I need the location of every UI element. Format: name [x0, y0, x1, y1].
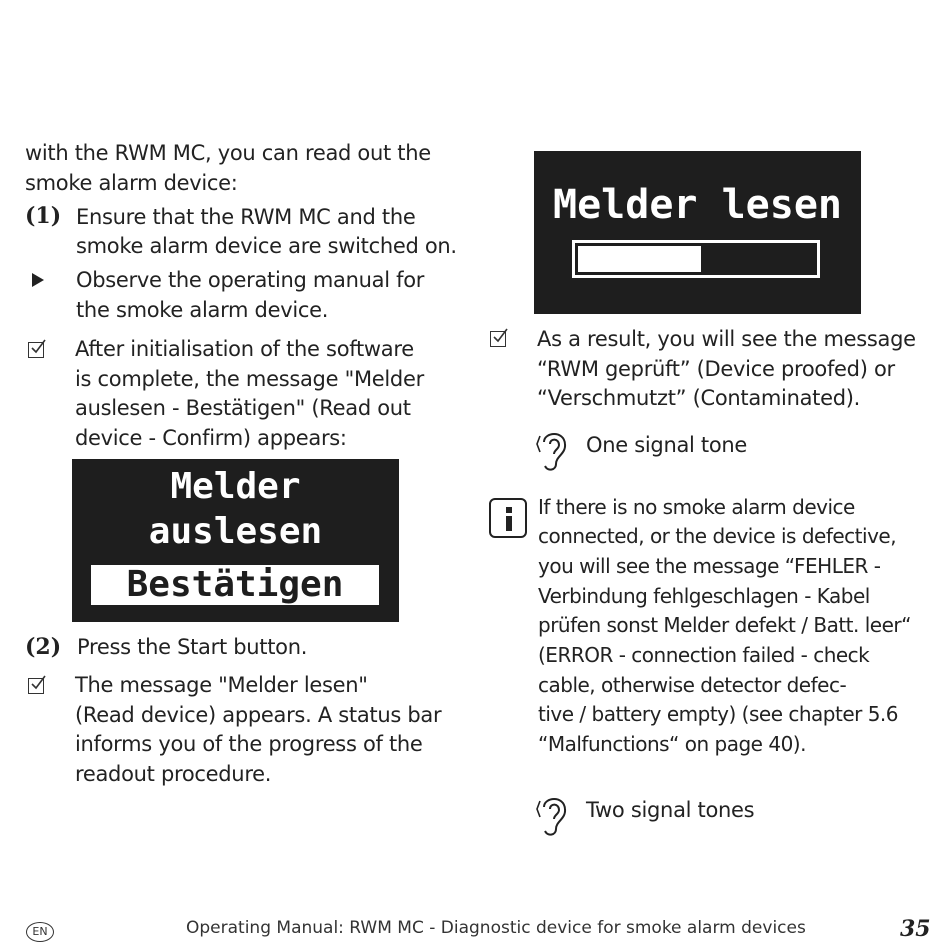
result-2-line: readout procedure.: [75, 762, 272, 786]
info-line: If there is no smoke alarm device: [538, 495, 855, 519]
display-melder-auslesen: [72, 459, 399, 622]
result-2-line: The message "Melder lesen": [75, 673, 368, 697]
info-line: connected, or the device is defective,: [538, 524, 897, 548]
result-2-line: informs you of the progress of the: [75, 732, 423, 756]
display-title: Melder lesen: [553, 182, 842, 228]
result-3-line: “RWM geprüft” (Device proofed) or: [537, 357, 895, 381]
info-line: you will see the message “FEHLER -: [538, 554, 881, 578]
progress-bar: [572, 240, 820, 278]
display-line-3: Bestätigen: [126, 564, 344, 605]
step-1-line: smoke alarm device are switched on.: [76, 234, 457, 258]
ear-icon: [536, 791, 570, 843]
signal-tone-text: Two signal tones: [586, 798, 755, 822]
result-3-line: “Verschmutzt” (Contaminated).: [537, 386, 861, 410]
checkmark-box-icon: [28, 342, 44, 358]
info-icon: [489, 498, 527, 538]
info-line: tive / battery empty) (see chapter 5.6: [538, 702, 899, 726]
step-2-text: Press the Start button.: [77, 635, 308, 659]
result-2-line: (Read device) appears. A status bar: [75, 703, 442, 727]
step-2-number: (2): [25, 634, 62, 660]
checkmark-box-icon: [28, 678, 44, 694]
observe-line: the smoke alarm device.: [76, 298, 329, 322]
result-1-line: auslesen - Bestätigen" (Read out: [75, 396, 411, 420]
info-line: cable, otherwise detector defec-: [538, 673, 847, 697]
result-3-line: As a result, you will see the message: [537, 327, 916, 351]
step-1-line: Ensure that the RWM MC and the: [76, 205, 416, 229]
intro-line: smoke alarm device:: [25, 171, 238, 195]
page-number: 35: [900, 916, 931, 942]
ear-icon: [536, 426, 570, 478]
checkmark-box-icon: [490, 331, 506, 347]
info-line: (ERROR - connection failed - check: [538, 643, 870, 667]
signal-tone-text: One signal tone: [586, 433, 748, 457]
intro-line: with the RWM MC, you can read out the: [25, 141, 431, 165]
display-line-2: auslesen: [148, 511, 323, 552]
arrow-right-icon: [32, 273, 44, 287]
result-1-line: is complete, the message "Melder: [75, 367, 424, 391]
info-line: Verbindung fehlgeschlagen - Kabel: [538, 584, 870, 608]
display-line-1: Melder: [170, 466, 301, 507]
result-1-line: device - Confirm) appears:: [75, 426, 347, 450]
display-melder-lesen: [534, 151, 861, 314]
step-1-number: (1): [25, 203, 62, 229]
footer-title: Operating Manual: RWM MC - Diagnostic device for smoke alarm devices: [186, 918, 806, 938]
progress-bar-fill: [578, 246, 701, 272]
result-1-line: After initialisation of the software: [75, 337, 414, 361]
language-badge: EN: [26, 922, 54, 942]
observe-line: Observe the operating manual for: [76, 268, 425, 292]
info-line: “Malfunctions“ on page 40).: [538, 732, 806, 756]
display-selection-highlight: [91, 565, 379, 605]
info-line: prüfen sonst Melder defekt / Batt. leer“: [538, 613, 911, 637]
